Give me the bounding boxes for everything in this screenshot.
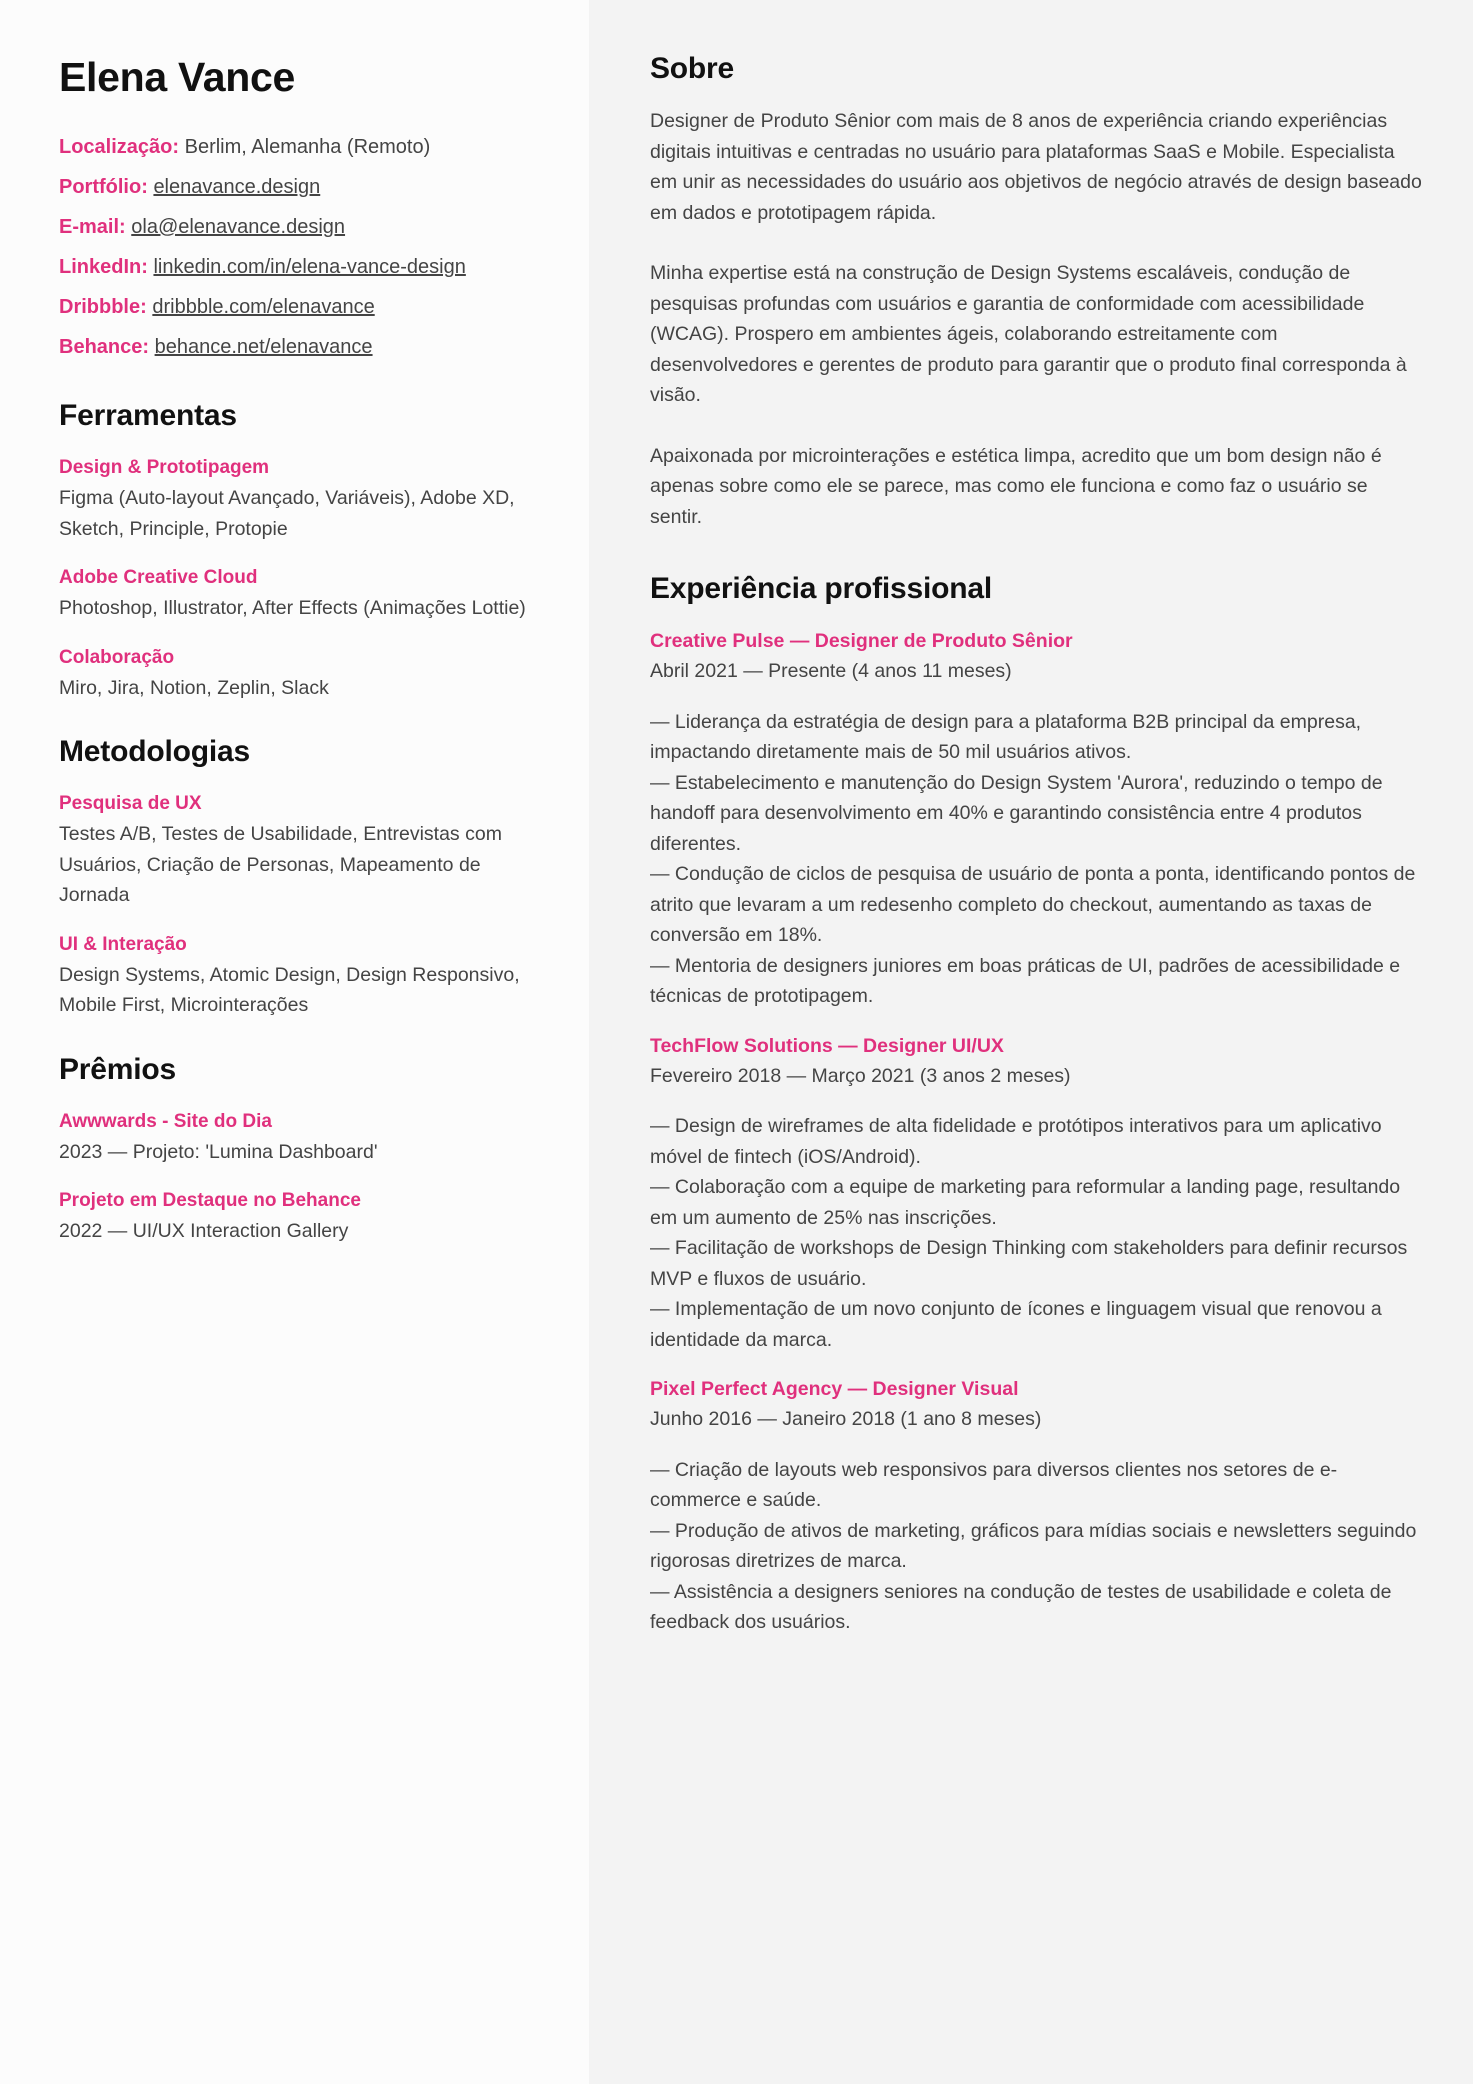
email-link[interactable]: ola@elenavance.design [131,216,346,238]
methods-entry [59,930,549,1021]
job-entry [650,626,1423,1012]
main-content [589,0,1473,2084]
entry-body: Testes A/B, Testes de Usabilidade, Entrevistas com Usuários, Criação de Personas, Mapeamento de Jornada [59,823,502,906]
awards-heading: Prêmios [59,1052,176,1086]
award-entry [59,1107,549,1168]
entry-body: Photoshop, Illustrator, After Effects (Animações Lottie) [59,597,526,619]
entry-title: Pesquisa de UX [59,793,202,814]
job-entry [650,1374,1423,1638]
contact-dribbble [59,287,549,327]
methods-heading: Metodologias [59,735,250,768]
entry-body: Design Systems, Atomic Design, Design Responsivo, Mobile First, Microinterações [59,963,520,1016]
tools-heading: Ferramentas [59,399,237,432]
job-bullet: — Criação de layouts web responsivos para diversos clientes nos setores de e-commerce e saúde. [650,1458,1338,1511]
entry-title: Awwwards - Site do Dia [59,1110,272,1132]
entry-title: Design & Prototipagem [59,457,270,478]
entry-title: Colaboração [59,646,175,668]
entry-body: 2023 — Projeto: 'Lumina Dashboard' [59,1140,378,1163]
methods-entry [59,789,549,911]
job-period: Fevereiro 2018 — Março 2021 (3 anos 2 meses) [650,1064,1071,1087]
job-bullets [650,1455,1423,1638]
contact-label: Behance: [59,336,150,358]
awards-section [59,1053,549,1247]
dribbble-link[interactable]: dribbble.com/elenavance [152,296,375,318]
job-period: Junho 2016 — Janeiro 2018 (1 ano 8 meses) [650,1408,1042,1430]
job-bullet: — Liderança da estratégia de design para a plataforma B2B principal da empresa, impactando diretamente mais de 50 mil usuários ativos. [650,710,1362,763]
job-bullet: — Produção de ativos de marketing, gráficos para mídias sociais e newsletters seguindo rigorosas diretrizes de marca. [650,1519,1417,1572]
contact-linkedin [59,247,549,287]
about-section [650,52,1423,532]
person-name: Elena Vance [59,54,296,100]
job-bullet: — Assistência a designers seniores na condução de testes de usabilidade e coleta de feedback dos usuários. [650,1580,1392,1633]
contact-location [59,127,549,167]
about-paragraph: Apaixonada por microinterações e estética limpa, acredito que um bom design não é apenas sobre como ele se parece, mas como ele funciona e como faz o usuário se sentir. [650,444,1382,528]
job-title: TechFlow Solutions — Designer UI/UX [650,1034,1004,1057]
about-heading: Sobre [650,52,735,85]
contact-behance [59,327,549,367]
experience-section [650,572,1423,1638]
tools-entry [59,563,549,624]
job-bullet: — Condução de ciclos de pesquisa de usuário de ponta a ponta, identificando pontos de atrito que levaram a um redesenho completo do checkout, aumentando as taxas de conversão em 18%. [650,863,1416,946]
contact-label: LinkedIn: [59,256,148,278]
linkedin-link[interactable]: linkedin.com/in/elena-vance-design [153,256,466,278]
job-title: Creative Pulse — Designer de Produto Sênior [650,630,1073,652]
job-title: Pixel Perfect Agency — Designer Visual [650,1378,1019,1400]
entry-title: Adobe Creative Cloud [59,567,258,588]
entry-body: 2022 — UI/UX Interaction Gallery [59,1220,349,1242]
behance-link[interactable]: behance.net/elenavance [154,336,373,358]
portfolio-link[interactable]: elenavance.design [153,176,321,198]
contact-label: E-mail: [59,216,126,238]
job-bullet: — Mentoria de designers juniores em boas práticas de UI, padrões de acessibilidade e técnicas de prototipagem. [650,954,1401,1007]
entry-body: Miro, Jira, Notion, Zeplin, Slack [59,676,329,699]
job-bullets [650,707,1423,1012]
sidebar [0,0,589,2084]
job-bullet: — Facilitação de workshops de Design Thinking com stakeholders para definir recursos MVP e fluxos de usuário. [650,1237,1408,1290]
contact-label: Dribbble: [59,296,147,318]
tools-section [59,399,549,703]
job-bullets [650,1111,1423,1355]
about-paragraph: Designer de Produto Sênior com mais de 8 anos de experiência criando experiências digitais intuitivas e centradas no usuário para plataformas SaaS e Mobile. Especialista em unir as necessidades do usuário aos objetivos de negócio através de design baseado em dados e prototipagem rápida. [650,110,1422,224]
tools-entry [59,643,549,704]
tools-entry [59,453,549,544]
contact-label: Localização: [59,136,180,158]
entry-body: Figma (Auto-layout Avançado, Variáveis), Adobe XD, Sketch, Principle, Protopie [59,487,515,540]
job-period: Abril 2021 — Presente (4 anos 11 meses) [650,660,1012,682]
contact-list [59,127,549,367]
contact-label: Portfólio: [59,176,148,198]
methods-section [59,735,549,1021]
award-entry [59,1186,549,1247]
job-bullet: — Estabelecimento e manutenção do Design System 'Aurora', reduzindo o tempo de handoff para desenvolvimento em 40% e garantindo consistência entre 4 produtos diferentes. [650,771,1383,855]
contact-email [59,207,549,247]
entry-title: UI & Interação [59,933,187,955]
contact-portfolio [59,167,549,207]
about-paragraph: Minha expertise está na construção de Design Systems escaláveis, condução de pesquisas profundas com usuários e garantia de conformidade com acessibilidade (WCAG). Prospero em ambientes ágeis, colaborando estreitamente com desenvolvedores e gerentes de produto para garantir que o produto final corresponda à visão. [650,262,1407,406]
entry-title: Projeto em Destaque no Behance [59,1190,361,1211]
job-bullet: — Implementação de um novo conjunto de ícones e linguagem visual que renovou a identidade da marca. [650,1298,1382,1351]
job-bullet: — Colaboração com a equipe de marketing para reformular a landing page, resultando em um aumento de 25% nas inscrições. [650,1176,1401,1229]
location-value: Berlim, Alemanha (Remoto) [184,136,431,158]
job-bullet: — Design de wireframes de alta fidelidade e protótipos interativos para um aplicativo móvel de fintech (iOS/Android). [650,1115,1382,1168]
job-entry [650,1031,1423,1356]
experience-heading: Experiência profissional [650,572,992,605]
